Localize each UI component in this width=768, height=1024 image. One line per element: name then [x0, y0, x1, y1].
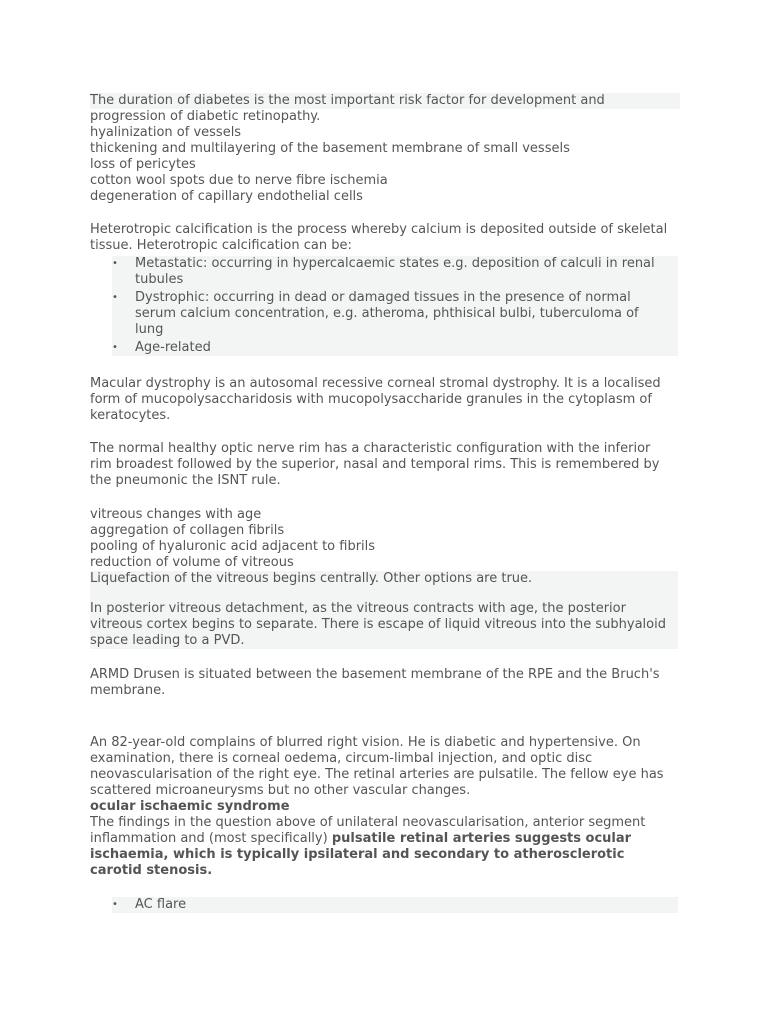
macular-dystrophy-section [90, 376, 680, 424]
macular-line-3: keratocytes. [90, 408, 171, 423]
diabetes-intro-line-1: The duration of diabetes is the most important risk factor for development and [90, 93, 680, 109]
vitreous-answer-box [90, 571, 678, 649]
explanation-bold: ischaemia, which is typically ipsilateral and secondary to atherosclerotic [90, 847, 625, 862]
calcification-section [90, 222, 680, 356]
question-line-1: An 82-year-old complains of blurred right vision. He is diabetic and hypertensive. On [90, 735, 641, 750]
explanation-line-3 [90, 847, 680, 863]
list-item-text: • Age-related [135, 340, 211, 355]
list-item-text: • Metastatic: occurring in hypercalcaemic states e.g. deposition of calculi in renal [135, 256, 655, 271]
vitreous-answer: Liquefaction of the vitreous begins centrally. Other options are true. [90, 571, 533, 586]
list-item [112, 340, 678, 356]
explanation-line-4 [90, 863, 680, 879]
list-item-text: • Dystrophic: occurring in dead or damaged tissues in the presence of normal [135, 290, 631, 305]
calcification-list [112, 256, 678, 356]
flare-list [112, 897, 678, 913]
document-page [90, 93, 680, 915]
vitreous-item: pooling of hyaluronic acid adjacent to fibrils [90, 539, 376, 554]
explanation-line-2 [90, 831, 680, 847]
diabetes-item: hyalinization of vessels [90, 125, 242, 140]
pvd-line-3: space leading to a PVD. [90, 633, 245, 648]
diabetes-item: loss of pericytes [90, 157, 196, 172]
answer-title [90, 799, 680, 815]
drusen-section [90, 667, 680, 699]
diabetes-section [90, 93, 680, 205]
vitreous-section [90, 507, 680, 649]
pvd-line-2: vitreous cortex begins to separate. There is escape of liquid vitreous into the subhyaloid [90, 617, 666, 632]
list-item-text: • AC flare [135, 897, 187, 912]
explanation-bold: carotid stenosis. [90, 863, 213, 878]
calcification-line-1: Heterotropic calcification is the process whereby calcium is deposited outside of skeletal [90, 222, 668, 237]
optic-line-1: The normal healthy optic nerve rim has a characteristic configuration with the inferior [90, 441, 651, 456]
explanation-bold: pulsatile retinal arteries suggests ocular [331, 831, 632, 846]
question-line-3: neovascularisation of the right eye. The retinal arteries are pulsatile. The fellow eye has [90, 767, 664, 782]
drusen-line-1: ARMD Drusen is situated between the basement membrane of the RPE and the Bruch's [90, 667, 660, 682]
list-item [112, 290, 678, 338]
diabetes-item: degeneration of capillary endothelial cells [90, 189, 363, 204]
diabetes-item: thickening and multilayering of the basement membrane of small vessels [90, 141, 570, 156]
macular-line-1: Macular dystrophy is an autosomal recessive corneal stromal dystrophy. It is a localised [90, 376, 661, 391]
explanation-line-1: The findings in the question above of unilateral neovascularisation, anterior segment [90, 815, 646, 830]
question-line-2: examination, there is corneal oedema, circum-limbal injection, and optic disc [90, 751, 593, 766]
macular-line-2: form of mucopolysaccharidosis with mucopolysaccharide granules in the cytoplasm of [90, 392, 652, 407]
drusen-line-2: membrane. [90, 683, 166, 698]
list-item-text: serum calcium concentration, e.g. atheroma, phthisical bulbi, tuberculoma of [135, 306, 639, 321]
vitreous-item: aggregation of collagen fibrils [90, 523, 285, 538]
answer-title-text: ocular ischaemic syndrome [90, 799, 290, 814]
list-item [112, 897, 678, 913]
pvd-line-1: In posterior vitreous detachment, as the vitreous contracts with age, the posterior [90, 601, 626, 616]
optic-line-3: the pneumonic the ISNT rule. [90, 473, 281, 488]
list-item-text: lung [135, 322, 164, 337]
ocular-ischaemia-section [90, 735, 680, 913]
optic-nerve-section [90, 441, 680, 489]
list-item-text: tubules [135, 272, 184, 287]
diabetes-intro-line-2: progression of diabetic retinopathy. [90, 109, 321, 124]
optic-line-2: rim broadest followed by the superior, nasal and temporal rims. This is remembered by [90, 457, 660, 472]
question-line-4: scattered microaneurysms but no other vascular changes. [90, 783, 471, 798]
explanation-plain: inflammation and (most specifically) [90, 831, 332, 846]
vitreous-item: vitreous changes with age [90, 507, 262, 522]
vitreous-item: reduction of volume of vitreous [90, 555, 294, 570]
list-item [112, 256, 678, 288]
calcification-line-2: tissue. Heterotropic calcification can be: [90, 238, 352, 253]
diabetes-item: cotton wool spots due to nerve fibre ischemia [90, 173, 388, 188]
